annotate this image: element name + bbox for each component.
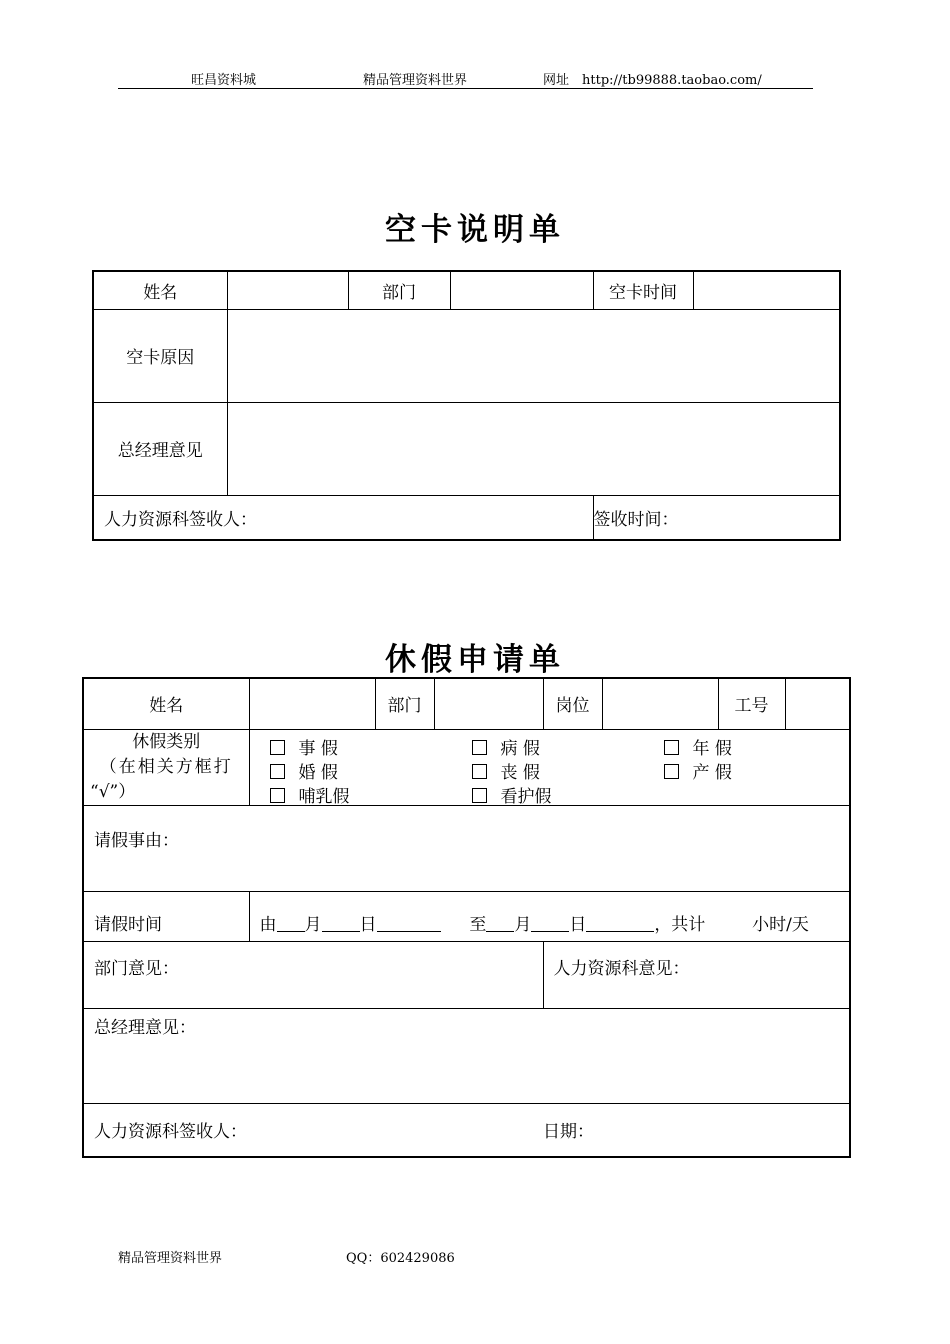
form2-id-field[interactable]	[785, 678, 850, 729]
time-day-text: 日	[359, 914, 377, 935]
form2-type-options	[249, 729, 850, 805]
option-label: 事 假	[298, 738, 338, 759]
time-total-text: ，共计	[654, 914, 706, 935]
form2-title: 休假申请单	[385, 642, 565, 678]
page-header	[118, 68, 813, 89]
form2-hr-opinion-field[interactable]	[543, 941, 850, 1008]
option-label: 婚 假	[298, 762, 338, 783]
checkbox-icon[interactable]	[270, 764, 285, 779]
form2-gm-opinion-field[interactable]	[83, 1008, 850, 1103]
checkbox-icon[interactable]	[664, 740, 679, 755]
checkbox-icon[interactable]	[472, 740, 487, 755]
form1-title: 空卡说明单	[385, 212, 565, 248]
form2-gm-opinion-label: 总经理意见：	[94, 1017, 196, 1038]
form1-hr-signer-label: 人力资源科签收人：	[93, 495, 593, 540]
option-personal-leave[interactable]	[270, 734, 338, 759]
option-funeral-leave[interactable]	[472, 758, 540, 783]
form2-time-label: 请假时间	[83, 891, 249, 941]
option-label: 产 假	[692, 762, 732, 783]
form1-time-field[interactable]	[693, 271, 840, 309]
card-missing-form	[92, 270, 841, 541]
checkbox-icon[interactable]	[270, 788, 285, 803]
time-day-text: 日	[569, 914, 587, 935]
time-month-text: 月	[304, 914, 322, 935]
form2-name-field[interactable]	[249, 678, 375, 729]
form2-post-field[interactable]	[602, 678, 718, 729]
leave-request-form	[82, 677, 851, 1158]
option-label: 丧 假	[500, 762, 540, 783]
form2-name-label: 姓名	[83, 678, 249, 729]
option-label: 病 假	[500, 738, 540, 759]
form2-id-label: 工号	[718, 678, 785, 729]
checkbox-icon[interactable]	[472, 764, 487, 779]
hour-blank[interactable]	[377, 915, 441, 932]
option-label: 哺乳假	[298, 786, 350, 807]
form2-type-label-line2: （在相关方框打	[99, 756, 233, 777]
form2-type-label-line3: “√”）	[90, 781, 136, 802]
option-annual-leave[interactable]	[664, 734, 732, 759]
form2-hr-signer-label: 人力资源科签收人：	[83, 1103, 543, 1157]
form1-name-label: 姓名	[93, 271, 227, 309]
checkbox-icon[interactable]	[270, 740, 285, 755]
time-month-text: 月	[514, 914, 532, 935]
form2-date-field[interactable]	[543, 1103, 850, 1157]
form2-hr-opinion-label: 人力资源科意见：	[553, 958, 690, 979]
form1-gm-field[interactable]	[227, 402, 840, 495]
form1-dept-field[interactable]	[450, 271, 593, 309]
form2-dept-field[interactable]	[434, 678, 543, 729]
form1-time-label: 空卡时间	[593, 271, 693, 309]
month-blank[interactable]	[486, 915, 514, 932]
checkbox-icon[interactable]	[472, 788, 487, 803]
form1-receipt-time	[593, 495, 840, 540]
option-care-leave[interactable]	[472, 782, 552, 807]
option-sick-leave[interactable]	[472, 734, 540, 759]
form2-dept-label: 部门	[375, 678, 434, 729]
form2-dept-opinion-label: 部门意见：	[94, 958, 179, 979]
form1-gm-label: 总经理意见	[93, 402, 227, 495]
day-blank[interactable]	[531, 915, 569, 932]
form2-dept-opinion-field[interactable]	[83, 941, 543, 1008]
form2-type-label-line1: 休假类别	[132, 731, 201, 752]
form2-post-label: 岗位	[543, 678, 602, 729]
form2-time-field[interactable]	[249, 891, 850, 941]
hour-blank[interactable]	[586, 915, 654, 932]
option-nursing-leave[interactable]	[270, 782, 350, 807]
form1-name-field[interactable]	[227, 271, 348, 309]
option-label: 看护假	[500, 786, 552, 807]
header-left-text: 旺昌资料城	[191, 73, 257, 88]
form1-receipt-time-label: 签收时间：	[593, 509, 679, 530]
footer-left-text: 精品管理资料世界	[118, 1251, 223, 1266]
form2-reason-field[interactable]	[83, 805, 850, 891]
time-unit-text: 小时/天	[752, 914, 809, 935]
time-from-text: 由	[259, 914, 277, 935]
month-blank[interactable]	[277, 915, 305, 932]
form2-type-label	[83, 729, 249, 805]
header-website-text: 网址 http://tb99888.taobao.com/	[543, 73, 762, 88]
footer-qq-text: QQ：602429086	[346, 1251, 455, 1266]
option-marriage-leave[interactable]	[270, 758, 338, 783]
form1-reason-field[interactable]	[227, 309, 840, 402]
form2-date-label: 日期：	[543, 1122, 594, 1143]
form1-dept-label: 部门	[348, 271, 450, 309]
time-to-text: 至	[469, 914, 487, 935]
option-maternity-leave[interactable]	[664, 758, 732, 783]
form2-reason-label: 请假事由：	[94, 830, 179, 851]
option-label: 年 假	[692, 738, 732, 759]
form1-reason-label: 空卡原因	[93, 309, 227, 402]
header-middle-text: 精品管理资料世界	[363, 73, 468, 88]
day-blank[interactable]	[322, 915, 360, 932]
checkbox-icon[interactable]	[664, 764, 679, 779]
